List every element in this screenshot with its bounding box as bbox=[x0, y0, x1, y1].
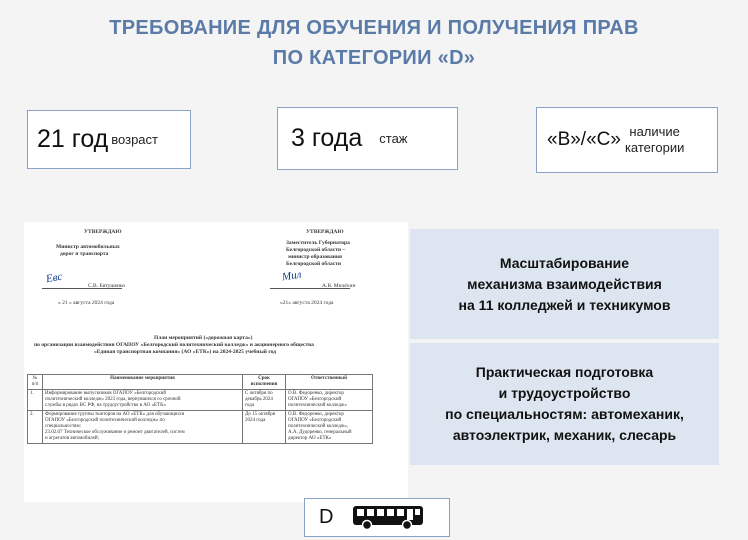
table-header-row bbox=[28, 375, 373, 390]
row-2-resp-line: ОГАПОУ «Белгородский bbox=[288, 418, 342, 423]
age-value: 21 год bbox=[37, 125, 109, 153]
row-2-resp-line: директор АО «ЕТК» bbox=[288, 436, 332, 441]
right-position-1: Заместитель Губернатора bbox=[286, 240, 350, 246]
table-header-responsible: Ответственный bbox=[286, 375, 373, 390]
category-label bbox=[625, 124, 684, 156]
practice-line-3: по специальностям: автомеханик, bbox=[445, 406, 684, 422]
row-1-responsible bbox=[286, 390, 373, 411]
title-line-1: ТРЕБОВАНИЕ ДЛЯ ОБУЧЕНИЯ И ПОЛУЧЕНИЯ ПРАВ bbox=[109, 17, 639, 39]
experience-requirement-box bbox=[277, 107, 458, 170]
row-2-event-line: ОГАПОУ «Белгородский политехнический колледж» по bbox=[45, 418, 165, 423]
scaling-line-3: на 11 колледжей и техникумов bbox=[458, 296, 671, 313]
row-1-term bbox=[243, 390, 286, 411]
plan-title-line-1: План мероприятий («дорожная карта») bbox=[154, 335, 253, 341]
row-2-num: 2. bbox=[28, 411, 43, 444]
row-1-num: 1. bbox=[28, 390, 43, 411]
right-position-3: министр образования bbox=[288, 254, 343, 260]
right-approve-heading: УТВЕРЖДАЮ bbox=[306, 229, 344, 235]
approved-plan-document bbox=[24, 222, 408, 502]
left-signature: Евс bbox=[45, 270, 64, 286]
row-1-event bbox=[43, 390, 243, 411]
row-1-resp-line: ОГАПОУ «Белгородский bbox=[288, 397, 342, 402]
left-position-2: дорог и транспорта bbox=[60, 251, 109, 257]
plan-title-line-3: «Единая транспортная компания» (АО «ЕТК») на 2024-2025 учебный год bbox=[94, 349, 277, 355]
category-d-letter: D bbox=[319, 506, 334, 528]
row-1-event-line: политехнический колледж» 2023 года, вернувшихся со срочной bbox=[45, 397, 181, 402]
row-1-resp-line: О.В. Федоренко, директор bbox=[288, 391, 344, 396]
table-row bbox=[28, 411, 373, 444]
category-label-line-1: наличие bbox=[629, 124, 680, 139]
practice-line-1: Практическая подготовка bbox=[475, 364, 654, 380]
right-signature: Мил bbox=[281, 268, 303, 284]
left-approve-date: « 21 » августа 2024 года bbox=[58, 300, 115, 306]
row-1-term-line: декабрь 2024 bbox=[245, 397, 273, 402]
practice-line-2: и трудоустройство bbox=[498, 385, 631, 401]
practice-panel bbox=[410, 343, 719, 465]
row-2-event-line: и агрегатов автомобилей; bbox=[45, 436, 99, 441]
row-1-event-line: Информирование выпускников ОГАПОУ «Белгородский bbox=[45, 391, 167, 396]
plan-table bbox=[27, 374, 373, 444]
row-2-resp-line: О.В. Федоренко, директор bbox=[288, 412, 344, 417]
scaling-line-2: механизма взаимодействия bbox=[467, 275, 662, 292]
row-2-event-line: 23.02.07 Техническое обслуживание и ремонт двигателей, систем bbox=[45, 430, 185, 435]
row-2-term-line: До 15 октября bbox=[245, 412, 276, 417]
row-1-resp-line: политехнический колледж» bbox=[288, 403, 347, 408]
row-1-term-line: С октября по bbox=[245, 391, 273, 396]
age-requirement-box bbox=[27, 110, 191, 169]
title-line-2: ПО КАТЕГОРИИ «D» bbox=[272, 47, 476, 69]
right-approve-date: «21» августа 2024 года bbox=[280, 300, 334, 306]
row-1-event-line: службы в рядах ВС РФ, на трудоустройство в АО «ЕТК» bbox=[45, 403, 166, 408]
right-position-4: Белгородской области bbox=[286, 261, 342, 267]
experience-label: стаж bbox=[379, 131, 408, 146]
table-row bbox=[28, 390, 373, 411]
bus-icon bbox=[351, 505, 425, 531]
row-1-term-line: года bbox=[245, 403, 255, 408]
table-header-num: № п/п bbox=[28, 375, 43, 390]
left-position-1: Министр автомобильных bbox=[56, 244, 120, 250]
row-2-responsible bbox=[286, 411, 373, 444]
row-2-resp-line: политехнический колледж», bbox=[288, 424, 349, 429]
age-label: возраст bbox=[111, 132, 158, 147]
category-requirement-box bbox=[536, 107, 718, 173]
right-position-2: Белгородской области – bbox=[286, 247, 346, 253]
scaling-line-1: Масштабирование bbox=[499, 254, 630, 271]
category-label-line-2: категории bbox=[624, 140, 685, 155]
practice-line-4: автоэлектрик, механик, слесарь bbox=[452, 427, 677, 443]
left-signer-name: С.В. Евтушенко bbox=[88, 283, 126, 289]
left-approve-heading: УТВЕРЖДАЮ bbox=[84, 229, 122, 235]
scaling-panel bbox=[410, 229, 719, 339]
row-2-event bbox=[43, 411, 243, 444]
plan-title-line-2: по организации взаимодействия ОГАПОУ «Белгородский политехнический колледж» и акционерного общества bbox=[34, 342, 314, 348]
row-2-term-line: 2024 года bbox=[245, 418, 266, 423]
row-2-resp-line: А.А. Дудоренко, генеральный bbox=[288, 430, 352, 435]
table-header-term: Срок исполнения bbox=[243, 375, 286, 390]
category-value: «B»/«C» bbox=[547, 129, 621, 150]
row-2-event-line: специальностям: bbox=[45, 424, 81, 429]
table-header-event: Наименование мероприятия bbox=[43, 375, 243, 390]
row-2-event-line: Формирование группы тьюторов на АО «ЕТК» для обучающихся bbox=[45, 412, 185, 417]
right-signer-name: А.В. Милёхин bbox=[322, 283, 356, 289]
experience-value: 3 года bbox=[291, 124, 363, 152]
row-2-term bbox=[243, 411, 286, 444]
category-d-badge bbox=[304, 498, 450, 537]
